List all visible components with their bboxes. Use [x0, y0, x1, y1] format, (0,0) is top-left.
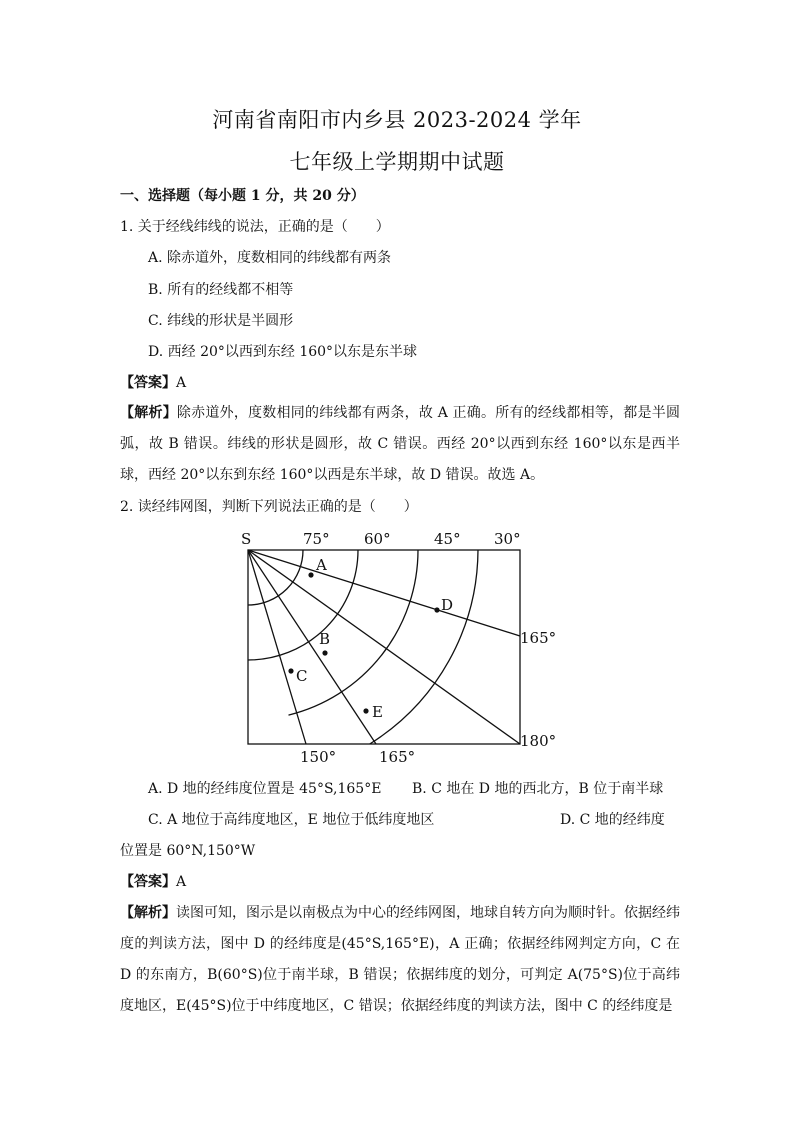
q2-answer-value: A: [176, 874, 187, 890]
meridian-165-w: [248, 550, 376, 744]
lat-label-75: 75°: [303, 530, 330, 548]
q2-analysis-label: 【解析】: [120, 905, 176, 921]
point-b: [322, 650, 327, 655]
q1-answer-label: 【答案】: [120, 375, 176, 391]
q1-option-b: B. 所有的经线都不相等: [148, 282, 294, 298]
lon-label-165-w: 165°: [379, 748, 416, 766]
q2-option-c: C. A 地位于高纬度地区，E 地位于低纬度地区: [148, 812, 435, 828]
point-e: [363, 708, 368, 713]
point-b-label: B: [319, 630, 331, 648]
lat-label-60: 60°: [364, 530, 391, 548]
q2-answer: [120, 872, 186, 892]
point-c: [288, 668, 293, 673]
q1-analysis: [120, 398, 680, 491]
point-e-label: E: [372, 703, 383, 721]
parallel-30: [370, 550, 478, 744]
point-c-label: C: [296, 667, 308, 685]
doc-title-line-1: 河南省南阳市内乡县 2023-2024 学年: [212, 108, 582, 132]
lat-label-45: 45°: [434, 530, 461, 548]
section-heading: 一、选择题（每小题 1 分，共 20 分）: [120, 188, 365, 204]
meridian-150-w: [248, 550, 306, 744]
parallel-45: [289, 550, 419, 715]
q2-option-a: A. D 地的经纬度位置是 45°S,165°E: [148, 781, 382, 797]
q2-answer-label: 【答案】: [120, 874, 176, 890]
lon-label-165-e: 165°: [520, 629, 557, 647]
doc-title-line-2: 七年级上学期期中试题: [289, 150, 505, 174]
point-a-label: A: [316, 556, 327, 574]
q2-option-d: D. C 地的经纬度: [560, 812, 665, 828]
q2-option-d-continued: 位置是 60°N,150°W: [120, 843, 256, 859]
q1-analysis-text: 除赤道外，度数相同的纬线都有两条，故 A 正确。所有的经线都相等，都是半圆弧，故 B 错误。纬线的形状是圆形，故 C 错误。西经 20°以西到东经 160°以东是西半球，西经 20°以东到东经 160°以西是东半球，故 D 错误。故选 A。: [120, 405, 680, 483]
lat-label-30: 30°: [494, 530, 521, 548]
lon-label-150: 150°: [300, 748, 337, 766]
q2-option-b: B. C 地在 D 地的西北方，B 位于南半球: [412, 781, 664, 797]
q1-option-a: A. 除赤道外，度数相同的纬线都有两条: [148, 250, 392, 266]
q2-analysis-text: 读图可知，图示是以南极点为中心的经纬网图，地球自转方向为顺时针。依据经纬度的判读方法，图中 D 的经纬度是(45°S,165°E)，A 正确；依据经纬网判定方向，C 在 D 的东南方，B(60°S)位于南半球，B 错误；依据纬度的划分，可判定 A(75°S)位于高纬度地区，E(45°S)位于中纬度地区，C 错误；依据经纬度的判读方法，图中 C 的经纬度是: [120, 905, 680, 1014]
q2-stem: 2. 读经纬网图，判断下列说法正确的是（ ）: [120, 499, 418, 515]
point-a: [308, 572, 313, 577]
graticule-figure: [236, 526, 572, 766]
q2-analysis: [120, 898, 680, 1022]
parallel-outer: [248, 550, 448, 680]
lon-label-180: 180°: [520, 732, 557, 750]
q1-analysis-label: 【解析】: [120, 405, 177, 421]
q1-stem: 1. 关于经线纬线的说法，正确的是（ ）: [120, 219, 390, 235]
q1-answer: [120, 373, 186, 393]
point-d-label: D: [441, 596, 454, 614]
q1-option-d: D. 西经 20°以西到东经 160°以东是东半球: [148, 344, 418, 360]
pole-label: S: [241, 530, 252, 548]
q1-option-c: C. 纬线的形状是半圆形: [148, 313, 294, 329]
point-d: [434, 607, 439, 612]
q1-answer-value: A: [176, 375, 187, 391]
